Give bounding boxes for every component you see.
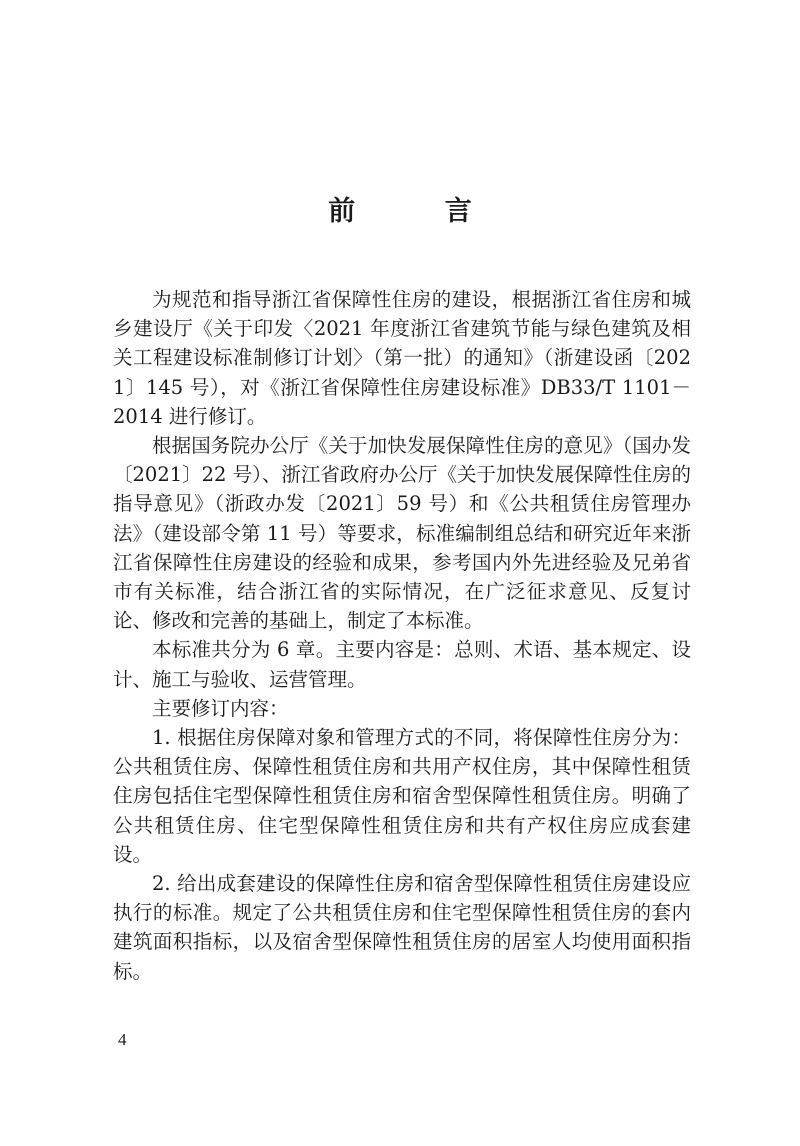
page-title: 前 言 — [328, 196, 512, 227]
paragraph-revision-item-2: 2. 给出成套建设的保障性住房和宿舍型保障性租赁住房建设应执行的标准。规定了公共租赁住房和住宅型保障性租赁住房的套内建筑面积指标，以及宿舍型保障性租赁住房的居室人均使用面积指标。 — [113, 872, 691, 983]
paragraph-basis: 根据国务院办公厅《关于加快发展保障性住房的意见》（国办发〔2021〕22 号）、浙江省政府办公厅《关于加快发展保障性住房的指导意见》（浙政办发〔2021〕59 号）和《公共租赁住房管理办法》（建设部令第 11 号）等要求，标准编制组总结和研究近年来浙江省保障性住房建设的经验和成果，参考国内外先进经验及兄弟省市有关标准，结合浙江省的实际情况，在广泛征求意见、反复讨论、修改和完善的基础上，制定了本标准。 — [113, 434, 691, 633]
paragraph-purpose: 为规范和指导浙江省保障性住房的建设，根据浙江省住房和城乡建设厅《关于印发〈2021 年度浙江省建筑节能与绿色建筑及相关工程建设标准制修订计划〉（第一批）的通知》（浙建设函〔2021〕145 号），对《浙江省保障性住房建设标准》DB33/T 1101－2014 进行修订。 — [113, 288, 691, 428]
paragraph-chapters: 本标准共分为 6 章。主要内容是：总则、术语、基本规定、设计、施工与验收、运营管理。 — [113, 638, 691, 691]
paragraph-revision-item-1: 1. 根据住房保障对象和管理方式的不同，将保障性住房分为：公共租赁住房、保障性租赁住房和共用产权住房，其中保障性租赁住房包括住宅型保障性租赁住房和宿舍型保障性租赁住房。明确了公共租赁住房、住宅型保障性租赁住房和共有产权住房应成套建设。 — [113, 726, 691, 866]
paragraph-revision-heading: 主要修订内容： — [152, 696, 289, 720]
page-number: 4 — [118, 1030, 127, 1049]
body-text — [113, 285, 691, 986]
